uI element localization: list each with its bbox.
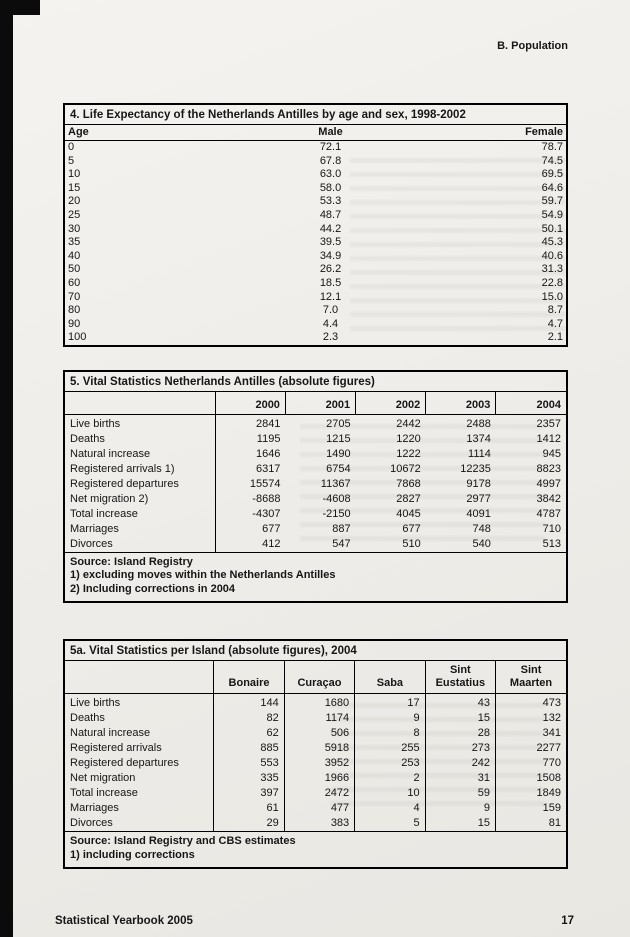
- table-cell: 25: [68, 208, 81, 221]
- table-cell: 15: [68, 181, 81, 194]
- table-row: [65, 209, 566, 223]
- table-cell: 67.8: [319, 154, 342, 167]
- table-cell: 59.7: [541, 195, 563, 208]
- table-cell: 255: [355, 741, 425, 756]
- table-cell: Registered departures: [65, 477, 215, 492]
- table-cell: 40: [68, 249, 81, 262]
- table-cell: 0: [68, 141, 75, 153]
- table-row: [65, 726, 566, 741]
- table-cell: 1174: [284, 711, 354, 726]
- table-cell: 677: [402, 522, 421, 535]
- table-cell: 1646: [255, 447, 281, 460]
- table-row: [65, 801, 566, 816]
- table-cell: 15: [425, 816, 495, 831]
- column-header: Sint Maarten: [496, 661, 566, 694]
- column-header: Female: [406, 125, 566, 141]
- column-header: [65, 661, 214, 694]
- table-cell: 748: [472, 522, 491, 535]
- table-footnotes: [65, 552, 566, 602]
- table-cell: 64.6: [541, 181, 563, 194]
- table-cell: 72.1: [319, 141, 342, 153]
- page-footer: [55, 915, 574, 927]
- table-row: [65, 477, 566, 492]
- table-cell: 9: [425, 801, 495, 816]
- column-header: Bonaire: [214, 661, 284, 694]
- table-cell: Live births: [70, 697, 121, 710]
- table-cell: 30: [68, 222, 81, 235]
- table-cell: 510: [402, 537, 421, 550]
- table-cell: Net migration: [70, 772, 136, 785]
- table-cell: 12235: [460, 462, 491, 475]
- table-cell: Registered arrivals: [70, 742, 162, 755]
- table-cell: Divorces: [70, 817, 113, 830]
- table-cell: -4608: [322, 492, 351, 505]
- table-cell: 3842: [536, 492, 561, 505]
- section-title: B. Population: [497, 40, 568, 52]
- table-cell: 242: [425, 756, 495, 771]
- table-title: 5. Vital Statistics Netherlands Antilles (absolute figures): [65, 372, 566, 392]
- table-row: [65, 492, 566, 507]
- table-cell: 4.7: [547, 317, 563, 330]
- table-cell: 770: [496, 756, 566, 771]
- table-cell: 48.7: [319, 208, 342, 221]
- table-vital-statistics: [63, 370, 568, 604]
- vital-statistics-table: [65, 392, 566, 552]
- table-row: [65, 786, 566, 801]
- table-cell: 60: [68, 276, 81, 289]
- table-cell: 1374: [466, 432, 491, 445]
- table-row: [65, 304, 566, 318]
- table-cell: 1222: [396, 447, 421, 460]
- table-cell: Registered departures: [70, 757, 179, 770]
- table-cell: 4: [355, 801, 425, 816]
- vital-statistics-island-table: [65, 661, 566, 831]
- page-content: [13, 0, 630, 937]
- table-cell: 28: [425, 726, 495, 741]
- column-header: 2002: [356, 392, 426, 415]
- table-cell: 10: [355, 786, 425, 801]
- table-row: [65, 263, 566, 277]
- table-footnotes: [65, 831, 566, 867]
- table-cell: 273: [425, 741, 495, 756]
- table-cell: Live births: [65, 414, 215, 432]
- column-header: Age: [65, 125, 255, 141]
- table-cell: 81: [496, 816, 566, 831]
- table-cell: 2.1: [547, 331, 563, 344]
- table-cell: 412: [262, 537, 281, 550]
- table-cell: 35: [68, 236, 81, 249]
- table-row: [65, 331, 566, 345]
- table-cell: 4997: [536, 477, 561, 490]
- table-cell: 39.5: [319, 236, 342, 249]
- table-cell: Deaths: [70, 712, 105, 725]
- table-cell: 1490: [326, 447, 351, 460]
- table-row: [65, 507, 566, 522]
- table-cell: 53.3: [319, 195, 342, 208]
- table-cell: 29: [214, 816, 284, 831]
- table-cell: 335: [214, 771, 284, 786]
- table-row: [65, 236, 566, 250]
- table-header-row: [65, 125, 566, 141]
- table-cell: 31: [425, 771, 495, 786]
- table-cell: 477: [284, 801, 354, 816]
- scan-binding-edge: [0, 0, 13, 937]
- table-row: [65, 432, 566, 447]
- table-source: Source: Island Registry: [70, 555, 193, 568]
- table-cell: 8: [355, 726, 425, 741]
- table-cell: -8688: [252, 492, 281, 505]
- table-cell: 1412: [536, 432, 561, 445]
- table-cell: 383: [284, 816, 354, 831]
- table-cell: Registered arrivals 1): [65, 462, 215, 477]
- table-cell: 253: [355, 756, 425, 771]
- table-source: Source: Island Registry and CBS estimates: [70, 835, 296, 848]
- table-cell: Natural increase: [70, 727, 151, 740]
- column-header: Male: [255, 125, 405, 141]
- table-cell: 63.0: [319, 168, 342, 181]
- table-cell: 22.8: [541, 276, 563, 289]
- table-cell: 44.2: [319, 222, 342, 235]
- table-cell: 90: [68, 317, 81, 330]
- table-cell: 5918: [284, 741, 354, 756]
- table-cell: 1114: [468, 447, 491, 460]
- table-cell: 1680: [284, 694, 354, 712]
- table-cell: 397: [214, 786, 284, 801]
- table-cell: 1195: [256, 432, 281, 445]
- table-row: [65, 195, 566, 209]
- table-cell: 1966: [284, 771, 354, 786]
- table-cell: 1215: [326, 432, 351, 445]
- table-cell: 2705: [326, 417, 351, 430]
- table-row: [65, 447, 566, 462]
- table-cell: 1508: [496, 771, 566, 786]
- table-cell: 34.9: [319, 249, 342, 262]
- column-header: Sint Eustatius: [425, 661, 495, 694]
- table-cell: 2977: [466, 492, 491, 505]
- table-cell: 31.3: [541, 263, 563, 276]
- table-title: 5a. Vital Statistics per Island (absolute figures), 2004: [65, 641, 566, 661]
- table-life-expectancy: [63, 103, 568, 347]
- table-cell: 945: [542, 447, 561, 460]
- table-row: [65, 250, 566, 264]
- table-cell: 2442: [396, 417, 421, 430]
- table-vital-statistics-per-island: [63, 639, 568, 869]
- table-cell: 9: [355, 711, 425, 726]
- life-expectancy-table: [65, 125, 566, 345]
- table-header-row: [65, 661, 566, 694]
- table-cell: 473: [496, 694, 566, 712]
- table-cell: Deaths: [65, 432, 215, 447]
- column-header: 2001: [285, 392, 355, 415]
- table-cell: 43: [425, 694, 495, 712]
- table-cell: 70: [68, 290, 81, 303]
- table-cell: Net migration 2): [65, 492, 215, 507]
- table-cell: 50: [68, 263, 81, 276]
- table-cell: Natural increase: [65, 447, 215, 462]
- table-row: [65, 462, 566, 477]
- table-row: [65, 223, 566, 237]
- table-cell: 341: [496, 726, 566, 741]
- table-cell: 12.1: [319, 290, 342, 303]
- table-cell: 6754: [326, 462, 351, 475]
- table-row: [65, 318, 566, 332]
- column-header: 2004: [496, 392, 566, 415]
- table-cell: 710: [542, 522, 561, 535]
- table-cell: 59: [425, 786, 495, 801]
- table-cell: Total increase: [65, 507, 215, 522]
- table-cell: 1849: [496, 786, 566, 801]
- table-cell: 15: [425, 711, 495, 726]
- table-row: [65, 756, 566, 771]
- table-row: [65, 168, 566, 182]
- table-cell: 4.4: [322, 317, 339, 330]
- table-cell: 2827: [396, 492, 421, 505]
- table-row: [65, 694, 566, 712]
- table-cell: 17: [355, 694, 425, 712]
- book-title: Statistical Yearbook 2005: [55, 915, 193, 928]
- table-cell: 677: [262, 522, 281, 535]
- table-cell: 144: [214, 694, 284, 712]
- table-cell: 4045: [396, 507, 421, 520]
- table-cell: 553: [214, 756, 284, 771]
- table-cell: 5: [68, 154, 75, 167]
- table-cell: 15.0: [541, 290, 563, 303]
- table-cell: 8823: [536, 462, 561, 475]
- table-cell: 58.0: [319, 181, 342, 194]
- table-cell: 885: [214, 741, 284, 756]
- table-title: 4. Life Expectancy of the Netherlands Antilles by age and sex, 1998-2002: [65, 105, 566, 125]
- column-header: 2000: [215, 392, 285, 415]
- table-row: [65, 537, 566, 552]
- table-row: [65, 711, 566, 726]
- table-cell: 4787: [536, 507, 561, 520]
- table-cell: Divorces: [65, 537, 215, 552]
- table-cell: 61: [214, 801, 284, 816]
- table-cell: 74.5: [541, 154, 563, 167]
- table-header-row: [65, 392, 566, 415]
- section-header: [63, 40, 568, 54]
- table-cell: 10672: [390, 462, 421, 475]
- table-cell: Total increase: [70, 787, 138, 800]
- table-row: [65, 414, 566, 432]
- table-cell: 78.7: [541, 141, 563, 153]
- table-cell: 2472: [284, 786, 354, 801]
- table-cell: 62: [214, 726, 284, 741]
- column-header: [65, 392, 215, 415]
- table-cell: 26.2: [319, 263, 342, 276]
- table-cell: 1220: [396, 432, 421, 445]
- table-cell: 50.1: [541, 222, 563, 235]
- table-cell: 7868: [396, 477, 421, 490]
- table-cell: 506: [284, 726, 354, 741]
- table-cell: 82: [214, 711, 284, 726]
- table-cell: 9178: [466, 477, 491, 490]
- table-cell: 2277: [496, 741, 566, 756]
- table-cell: 80: [68, 304, 81, 317]
- table-cell: 45.3: [541, 236, 563, 249]
- table-row: [65, 141, 566, 155]
- table-cell: -4307: [252, 507, 281, 520]
- table-cell: 3952: [284, 756, 354, 771]
- table-row: [65, 522, 566, 537]
- table-cell: 2488: [466, 417, 491, 430]
- table-cell: Marriages: [70, 802, 119, 815]
- page-number: 17: [561, 915, 574, 928]
- table-cell: 2.3: [322, 331, 339, 344]
- table-cell: 8.7: [547, 304, 563, 317]
- table-cell: 887: [332, 522, 351, 535]
- table-row: [65, 277, 566, 291]
- table-row: [65, 291, 566, 305]
- table-footnote-1: 1) excluding moves within the Netherlands Antilles: [70, 569, 336, 582]
- column-header: Curaçao: [284, 661, 354, 694]
- table-cell: 15574: [249, 477, 281, 490]
- table-cell: 40.6: [541, 249, 563, 262]
- table-cell: 69.5: [541, 168, 563, 181]
- table-cell: 10: [68, 168, 81, 181]
- table-cell: 159: [496, 801, 566, 816]
- table-cell: 132: [496, 711, 566, 726]
- table-cell: 540: [472, 537, 491, 550]
- table-cell: Marriages: [65, 522, 215, 537]
- table-cell: 4091: [466, 507, 491, 520]
- table-cell: 54.9: [541, 208, 563, 221]
- table-cell: 2357: [536, 417, 561, 430]
- table-cell: 2: [355, 771, 425, 786]
- table-row: [65, 816, 566, 831]
- table-row: [65, 771, 566, 786]
- column-header: 2003: [426, 392, 496, 415]
- table-cell: 547: [332, 537, 351, 550]
- table-cell: 7.0: [322, 304, 339, 317]
- table-row: [65, 155, 566, 169]
- table-cell: 11367: [320, 477, 351, 490]
- table-cell: 100: [68, 331, 87, 344]
- table-footnote-2: 2) Including corrections in 2004: [70, 582, 236, 595]
- table-cell: 513: [542, 537, 561, 550]
- table-cell: 5: [355, 816, 425, 831]
- table-cell: 2841: [255, 417, 281, 430]
- table-cell: 6317: [255, 462, 281, 475]
- table-cell: -2150: [322, 507, 351, 520]
- table-cell: 20: [68, 195, 81, 208]
- table-footnote-1: 1) including corrections: [70, 848, 195, 861]
- table-row: [65, 741, 566, 756]
- table-cell: 18.5: [319, 276, 342, 289]
- table-row: [65, 182, 566, 196]
- column-header: Saba: [355, 661, 425, 694]
